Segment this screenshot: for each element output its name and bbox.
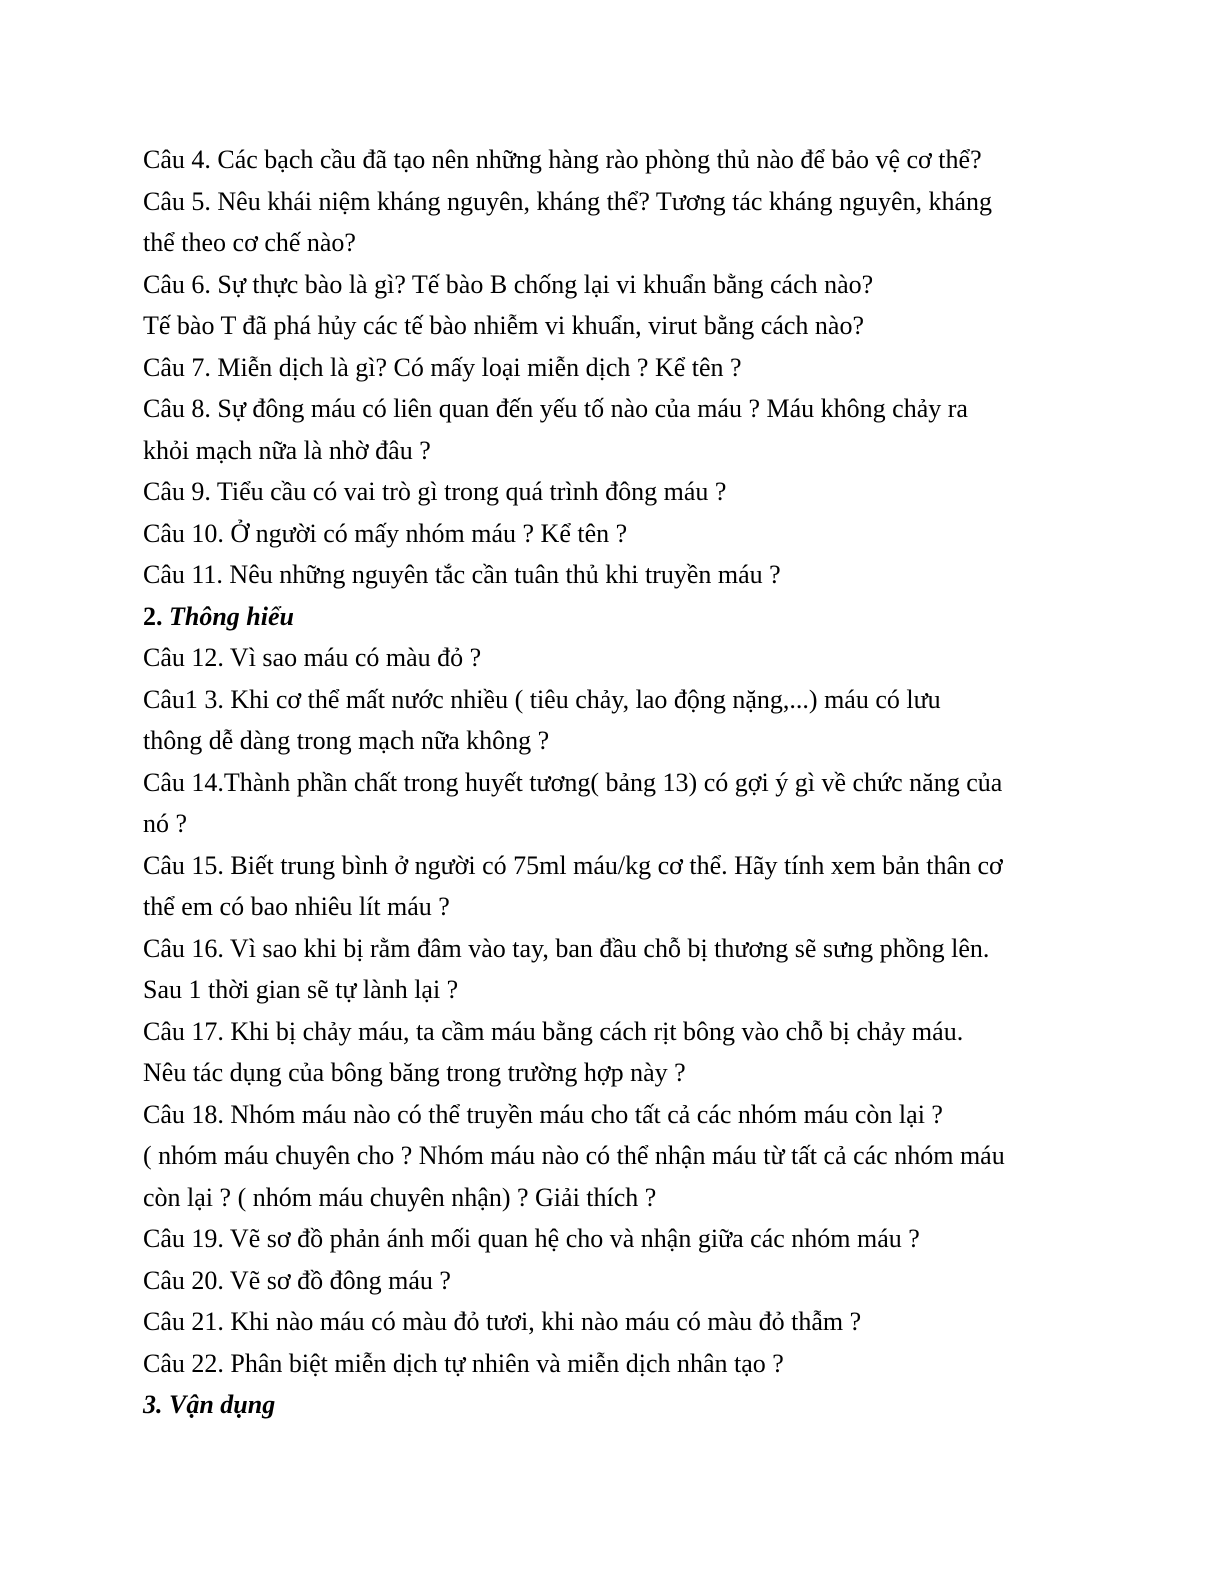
section-heading-thong-hieu <box>143 596 1083 638</box>
question-line: Câu 4. Các bạch cầu đã tạo nên những hàng rào phòng thủ nào để bảo vệ cơ thể? <box>143 145 982 174</box>
question-line: khỏi mạch nữa là nhờ đâu ? <box>143 435 431 465</box>
question-line: thông dễ dàng trong mạch nữa không ? <box>143 726 550 755</box>
question-line: thể em có bao nhiêu lít máu ? <box>143 892 450 921</box>
question-line: Câu 6. Sự thực bào là gì? Tế bào B chống lại vi khuẩn bằng cách nào? <box>143 269 874 299</box>
question-line: Câu 19. Vẽ sơ đồ phản ánh mối quan hệ cho và nhận giữa các nhóm máu ? <box>143 1224 920 1253</box>
question-line: Câu 20. Vẽ sơ đồ đông máu ? <box>143 1265 451 1295</box>
question-line: Câu 7. Miễn dịch là gì? Có mấy loại miễn dịch ? Kể tên ? <box>143 352 742 382</box>
question-line: nó ? <box>143 809 188 838</box>
question-line: Câu 10. Ở người có mấy nhóm máu ? Kể tên ? <box>143 518 628 548</box>
question-line: Câu 16. Vì sao khi bị rằm đâm vào tay, ban đầu chỗ bị thương sẽ sưng phồng lên. <box>143 933 990 963</box>
question-line: Câu 17. Khi bị chảy máu, ta cầm máu bằng cách rịt bông vào chỗ bị chảy máu. <box>143 1016 964 1046</box>
section-number: 3. <box>143 1390 163 1419</box>
section-number: 2. <box>143 601 163 631</box>
question-line: Câu 14.Thành phần chất trong huyết tương( bảng 13) có gợi ý gì về chức năng của <box>143 767 1003 797</box>
question-line: Tế bào T đã phá hủy các tế bào nhiễm vi khuẩn, virut bằng cách nào? <box>143 311 865 340</box>
question-line: Câu 15. Biết trung bình ở người có 75ml máu/kg cơ thể. Hãy tính xem bản thân cơ <box>143 850 1003 880</box>
question-line: Câu 22. Phân biệt miễn dịch tự nhiên và miễn dịch nhân tạo ? <box>143 1348 784 1378</box>
question-line: Câu 21. Khi nào máu có màu đỏ tươi, khi nào máu có màu đỏ thẫm ? <box>143 1307 862 1336</box>
section-title: Vận dụng <box>169 1390 276 1419</box>
question-line: còn lại ? ( nhóm máu chuyên nhận) ? Giải thích ? <box>143 1182 657 1212</box>
section-title: Thông hiểu <box>169 601 294 631</box>
question-line: Câu 5. Nêu khái niệm kháng nguyên, kháng thể? Tương tác kháng nguyên, kháng <box>143 186 993 216</box>
question-line: Câu 11. Nêu những nguyên tắc cần tuân thủ khi truyền máu ? <box>143 560 781 589</box>
question-line: Câu 12. Vì sao máu có màu đỏ ? <box>143 643 482 672</box>
question-line: Câu 8. Sự đông máu có liên quan đến yếu tố nào của máu ? Máu không chảy ra <box>143 394 968 423</box>
document-page <box>143 139 1083 1426</box>
question-line: Câu 18. Nhóm máu nào có thể truyền máu cho tất cả các nhóm máu còn lại ? <box>143 1099 943 1129</box>
question-line: Nêu tác dụng của bông băng trong trường hợp này ? <box>143 1058 686 1087</box>
question-line: thể theo cơ chế nào? <box>143 228 356 257</box>
section-heading-van-dung <box>143 1384 1083 1426</box>
question-line: Sau 1 thời gian sẽ tự lành lại ? <box>143 975 459 1004</box>
question-line: ( nhóm máu chuyên cho ? Nhóm máu nào có thể nhận máu từ tất cả các nhóm máu <box>143 1141 1005 1170</box>
question-line: Câu 9. Tiểu cầu có vai trò gì trong quá trình đông máu ? <box>143 477 727 506</box>
question-line: Câu1 3. Khi cơ thể mất nước nhiều ( tiêu chảy, lao động nặng,...) máu có lưu <box>143 684 941 714</box>
